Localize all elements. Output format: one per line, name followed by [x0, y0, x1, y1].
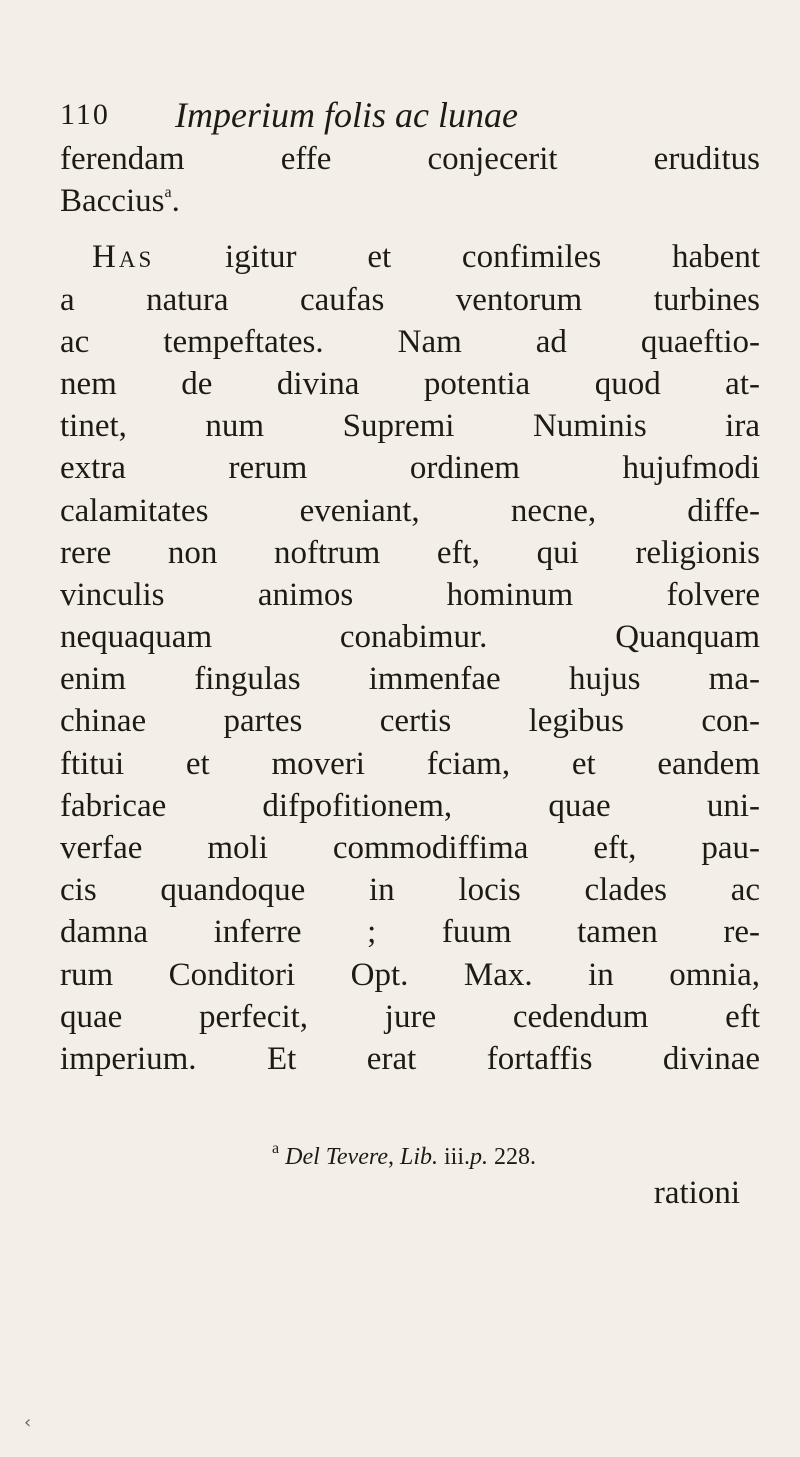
text-line: ac tempeftates. Nam ad quaeftio- [60, 323, 760, 360]
page-number: 110 [60, 98, 110, 131]
text-fragment: Baccius [60, 183, 165, 220]
footnote-page-value: 228. [494, 1144, 536, 1170]
margin-mark: ‹ [24, 1412, 32, 1433]
text-line: verfae moli commodiffima eft, pau- [60, 830, 760, 866]
catchword: rationi [653, 1175, 740, 1211]
footnote: $^a$ Del Tevere, Lib. iii.p. 228. [272, 1140, 536, 1170]
text-line: fabricae difpofitionem, quae uni- [60, 787, 760, 824]
text-line: vinculis animos hominum folvere [60, 576, 760, 613]
text-line: quae perfecit, jure cedendum eft [60, 998, 760, 1035]
text-line [60, 236, 760, 278]
footnote-page-label: p. [470, 1144, 488, 1170]
text-line: a natura caufas ventorum turbines [60, 281, 760, 318]
text-line: ftitui et moveri fciam, et eandem [60, 745, 760, 782]
running-title: Imperium folis ac lunae [175, 95, 518, 135]
text-line: rere non noftrum eft, qui religionis [60, 534, 760, 571]
text-fragment: igitur et confimiles habent [154, 239, 760, 276]
text-line: extra rerum ordinem hujufmodi [60, 450, 760, 487]
text-line: rum Conditori Opt. Max. in omnia, [60, 956, 760, 993]
text-line: calamitates eveniant, necne, diffe- [60, 492, 760, 529]
text-line: tinet, num Supremi Numinis ira [60, 408, 760, 445]
text-line: chinae partes certis legibus con- [60, 703, 760, 740]
text-fragment: . [171, 183, 180, 220]
footnote-reference: a [164, 184, 172, 202]
text-line: cis quandoque in locis clades ac [60, 872, 760, 909]
text-line: enim fingulas immenfae hujus ma- [60, 661, 760, 698]
paragraph-initial-word: Has [92, 239, 155, 276]
footnote-book: iii. [443, 1144, 470, 1170]
footnote-author: Del Tevere [285, 1144, 388, 1170]
text-line: nem de divina potentia quod at- [60, 365, 760, 402]
paragraph-gap [60, 222, 760, 236]
text-line: ferendam effe conjecerit eruditus [60, 141, 760, 177]
text-line: nequaquam conabimur. Quanquam [60, 619, 760, 656]
text-line: imperium. Et erat fortaffis divinae [60, 1040, 760, 1077]
footnote-ref-label: Lib. [399, 1144, 438, 1170]
main-text [60, 138, 760, 1080]
text-line [60, 180, 760, 222]
footnote-marker: a [272, 1140, 280, 1157]
text-line: damna inferre ; fuum tamen re- [60, 914, 760, 951]
